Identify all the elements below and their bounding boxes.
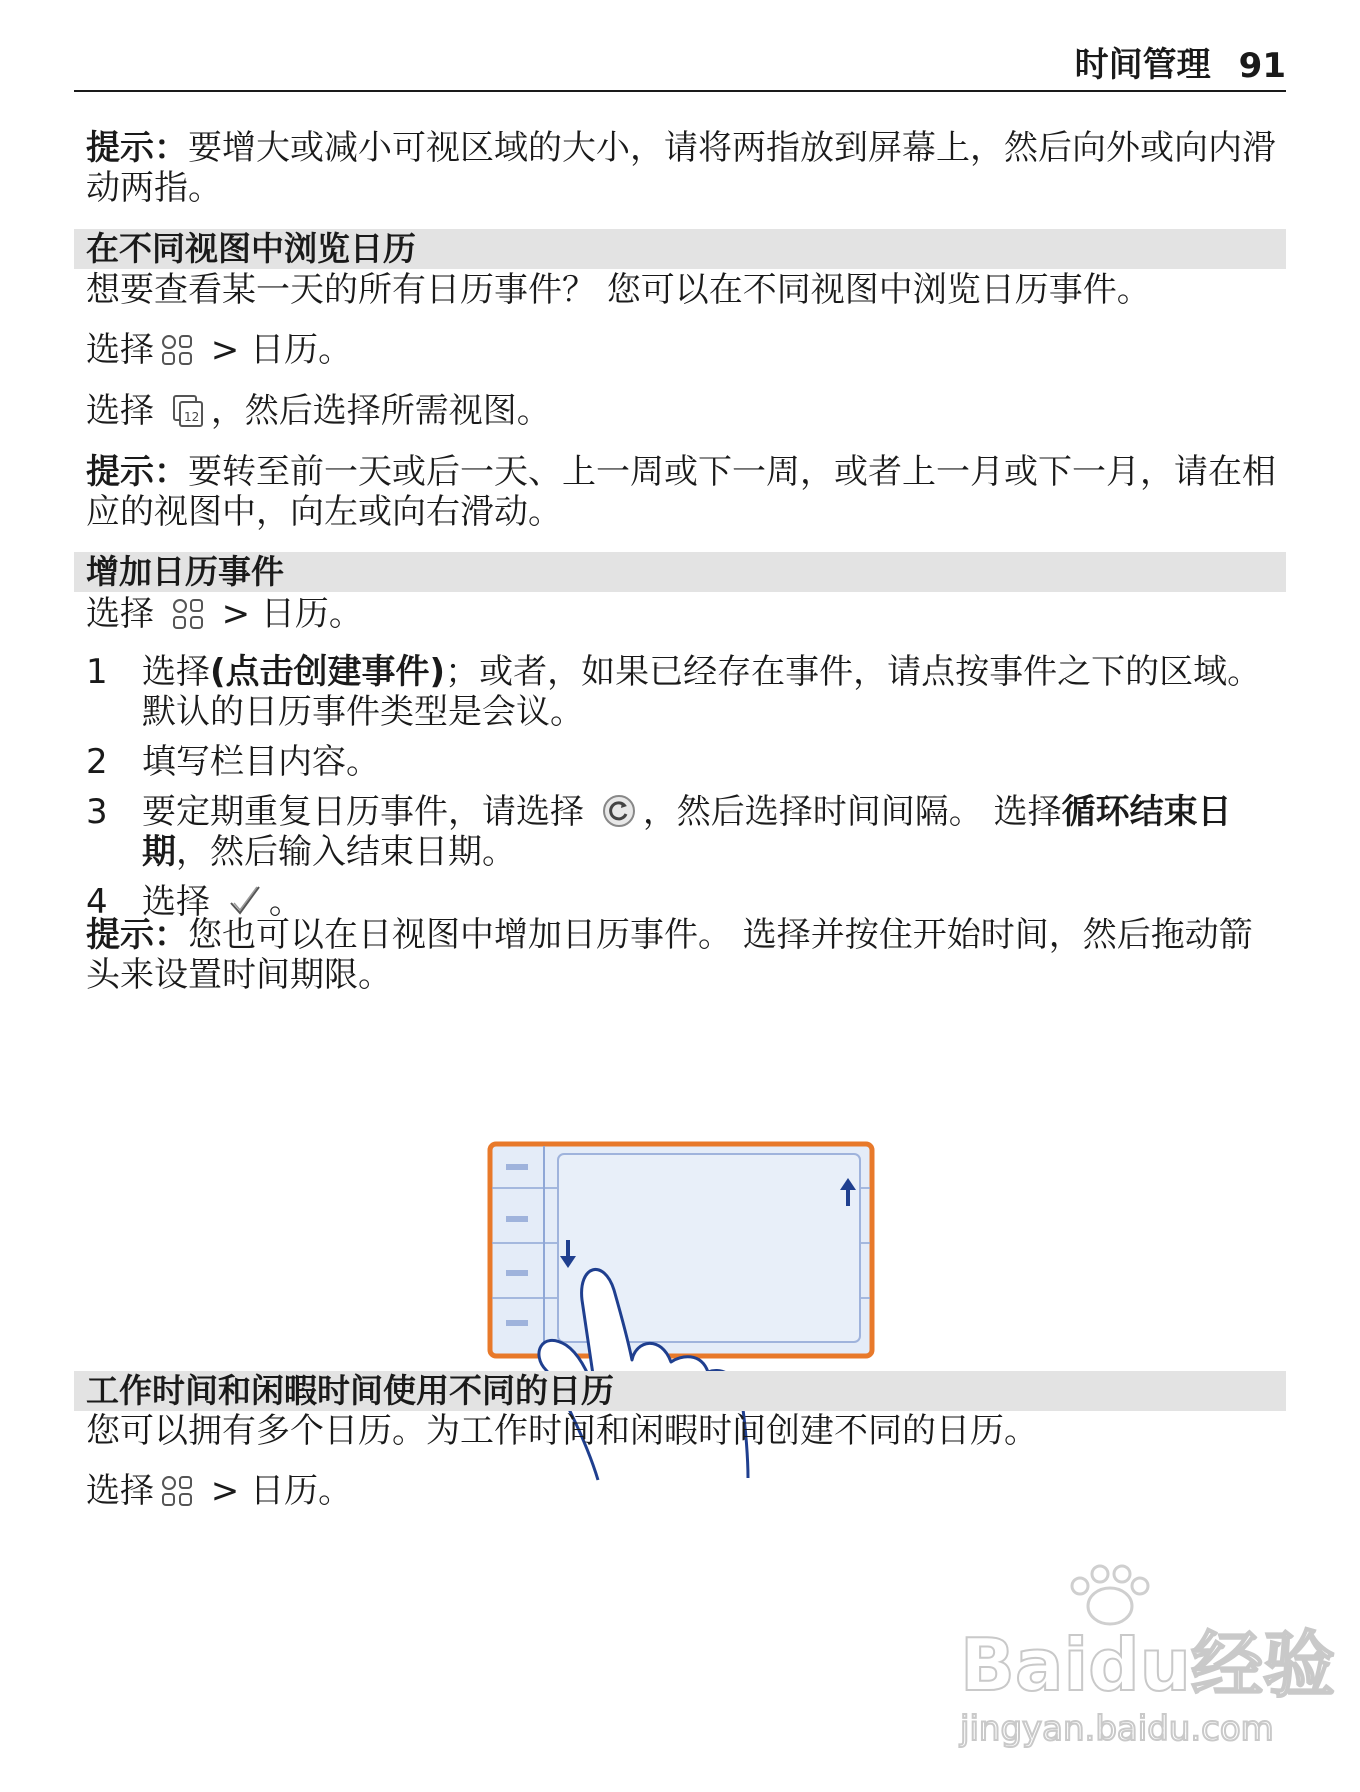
page-number: 91 bbox=[1238, 46, 1286, 86]
add-event-steps bbox=[86, 652, 1286, 932]
instruction-open-calendar: 选择 > 日历。 bbox=[86, 330, 353, 370]
instruction-open-calendar-2: 选择 > 日历。 bbox=[86, 594, 363, 634]
section-intro: 想要查看某一天的所有日历事件？ 您可以在不同视图中浏览日历事件。 bbox=[86, 270, 1151, 310]
section-title-add-event: 增加日历事件 bbox=[74, 552, 1286, 592]
instruction-open-calendar-3: 选择 > 日历。 bbox=[86, 1471, 353, 1511]
checkmark-icon bbox=[227, 883, 263, 919]
svg-text:12: 12 bbox=[183, 410, 200, 424]
calendar-view-icon bbox=[171, 390, 205, 428]
tip-label: 提示： bbox=[86, 128, 188, 168]
section-intro: 您可以拥有多个日历。为工作时间和闲暇时间创建不同的日历。 bbox=[86, 1411, 1038, 1451]
watermark-url: jingyan.baidu.com bbox=[960, 1709, 1274, 1749]
list-item: 1 选择(点击创建事件)；或者，如果已经存在事件，请点按事件之下的区域。默认的日历事件类型是会议。 bbox=[86, 652, 1262, 732]
section-title-browse: 在不同视图中浏览日历 bbox=[74, 229, 1286, 269]
page-header bbox=[74, 38, 1286, 92]
tip-text: 要增大或减小可视区域的大小，请将两指放到屏幕上，然后向外或向内滑动两指。 bbox=[86, 128, 1276, 208]
list-item: 2 填写栏目内容。 bbox=[86, 742, 380, 782]
baidu-watermark-logo bbox=[950, 1560, 1335, 1750]
watermark-brand: Baidu经验 bbox=[960, 1623, 1335, 1707]
list-item: 4 选择 。 bbox=[86, 882, 303, 922]
section-title-multiple-calendars: 工作时间和闲暇时间使用不同的日历 bbox=[74, 1371, 1286, 1411]
tip-zoom bbox=[86, 128, 1286, 208]
tip-day-view: 提示：您也可以在日视图中增加日历事件。 选择并按住开始时间，然后拖动箭头来设置时间期限。 bbox=[86, 915, 1253, 995]
list-item: 3 要定期重复日历事件，请选择 ，然后选择时间间隔。 选择循环结束日期，然后输入结束日期。 bbox=[86, 792, 1232, 872]
repeat-icon bbox=[601, 793, 637, 829]
menu-grid-icon bbox=[160, 333, 194, 367]
menu-grid-icon bbox=[171, 597, 205, 631]
chapter-title: 时间管理 bbox=[1074, 45, 1211, 85]
tip-swipe: 提示：要转至前一天或后一天、上一周或下一周，或者上一月或下一月，请在相应的视图中，向左或向右滑动。 bbox=[86, 452, 1276, 532]
instruction-select-view: 选择 12 ，然后选择所需视图。 bbox=[86, 391, 551, 431]
menu-grid-icon bbox=[160, 1474, 194, 1508]
